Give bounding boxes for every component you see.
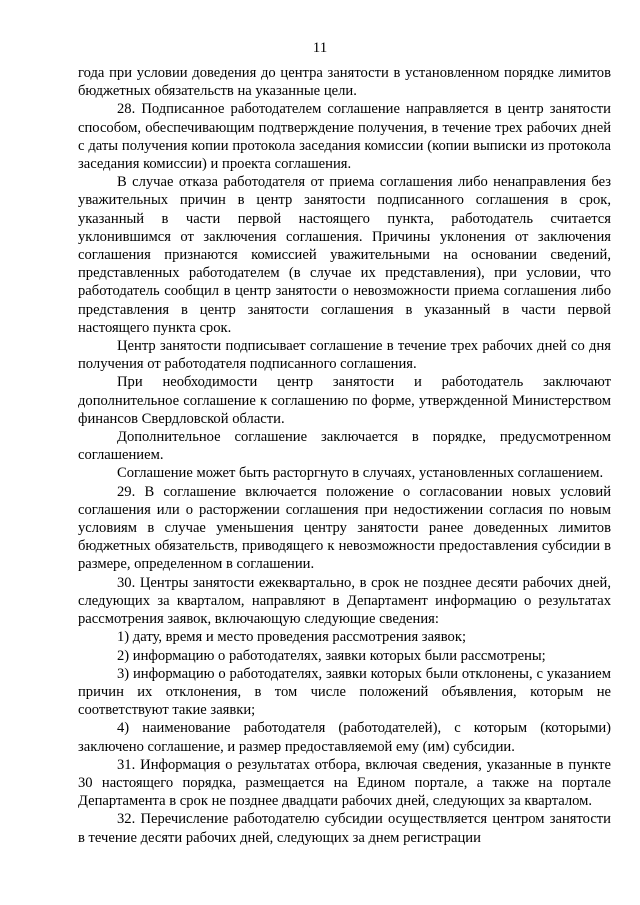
paragraph-termination: Соглашение может быть расторгнуто в случаях, установленных соглашением. xyxy=(117,465,604,482)
paragraph-item-32: 32. Перечисление работодателю субсидии осуществляется центром занятости в течение десяти рабочих дней, следующих за днем регистрации xyxy=(78,811,611,846)
paragraph-item-31: 31. Информация о результатах отбора, включая сведения, указанные в пункте 30 настоящего порядка, размещается на Едином портале, а также на портале Департамента в срок не позднее двадцати рабочих дней, следующих за кварталом. xyxy=(78,756,611,810)
paragraph-subitem-4: 4) наименование работодателя (работодателей), с которым (которыми) заключено соглашение, и размер предоставляемой ему (им) субсидии. xyxy=(78,720,611,755)
paragraph-subitem-1: 1) дату, время и место проведения рассмотрения заявок; xyxy=(117,629,466,646)
page-number: 11 xyxy=(312,40,328,56)
paragraph-refusal: В случае отказа работодателя от приема соглашения либо ненаправления без уважительных причин в центр занятости подписанного соглашения в срок, указанный в части первой настоящего пункта, работодатель считается уклонившимся от заключения соглашения. Причины уклонения от заключения соглашения признаются комиссией уважительными на основании сведений, представленных работодателем (в случае их представления), при условии, что работодатель сообщил в центр занятости о невозможности приема соглашения либо представления в центр занятости соглашения в указанный в части первой настоящего пункта срок. xyxy=(78,174,611,336)
paragraph-continuation: года при условии доведения до центра занятости в установленном порядке лимитов бюджетных обязательств на указанные цели. xyxy=(78,65,611,100)
paragraph-item-28: 28. Подписанное работодателем соглашение направляется в центр занятости способом, обеспечивающим подтверждение получения, в течение трех рабочих дней с даты получения копии протокола заседания комиссии (копии выписки из протокола заседания комиссии) и проекта соглашения. xyxy=(78,101,611,173)
paragraph-subitem-3: 3) информацию о работодателях, заявки которых были отклонены, с указанием причин их отклонения, в том числе положений объявления, которым не соответствуют такие заявки; xyxy=(78,665,611,719)
document-body xyxy=(78,64,611,847)
paragraph-subitem-2: 2) информацию о работодателях, заявки которых были рассмотрены; xyxy=(117,647,546,664)
paragraph-signing: Центр занятости подписывает соглашение в течение трех рабочих дней со дня получения от работодателя подписанного соглашения. xyxy=(78,338,611,373)
paragraph-item-30: 30. Центры занятости ежеквартально, в срок не позднее десяти рабочих дней, следующих за кварталом, направляют в Департамент информацию о результатах рассмотрения заявок, включающую следующие сведения: xyxy=(78,574,611,628)
paragraph-additional-agreement: При необходимости центр занятости и работодатель заключают дополнительное соглашение к соглашению по форме, утвержденной Министерством финансов Свердловской области. xyxy=(78,374,611,427)
paragraph-additional-order: Дополнительное соглашение заключается в порядке, предусмотренном соглашением. xyxy=(78,429,611,464)
paragraph-item-29: 29. В соглашение включается положение о согласовании новых условий соглашения или о расторжении соглашения при недостижении согласия по новым условиям в случае уменьшения центру занятости ранее доведенных лимитов бюджетных обязательств, приводящего к невозможности предоставления субсидии в размере, определенном в соглашении. xyxy=(78,483,611,573)
